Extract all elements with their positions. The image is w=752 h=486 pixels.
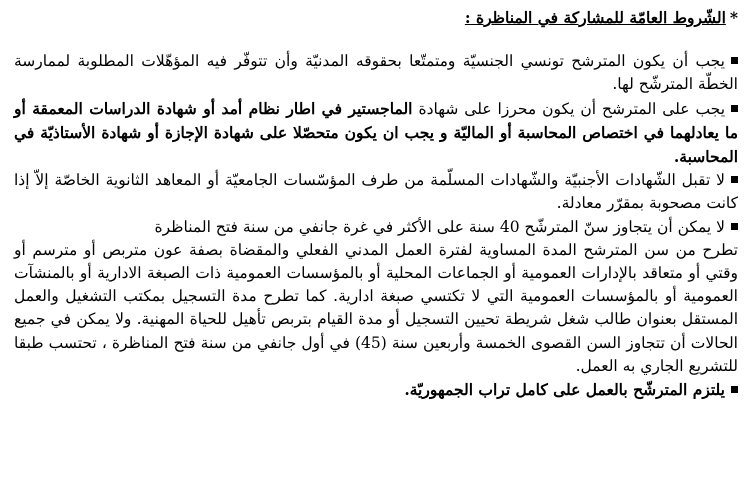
section-title <box>14 6 738 29</box>
condition-item-degree <box>14 97 738 170</box>
bullet-icon <box>731 57 738 64</box>
condition-text: يلتزم المترشّح بالعمل على كامل تراب الجمهوريّة. <box>404 380 725 400</box>
title-asterisk: * <box>729 8 738 27</box>
condition-text: يجب أن يكون المترشح تونسي الجنسيّة ومتمتّعا بحقوقه المدنيّة وأن تتوفّر فيه المؤهّلات المطلوبة لممارسة الخطّة المترشّح لها. <box>14 52 738 94</box>
condition-item-nationality <box>14 50 738 96</box>
bullet-icon <box>731 105 738 112</box>
condition-text-plain: يجب على المترشح أن يكون محرزا على شهادة <box>412 99 726 118</box>
title-text: الشّروط العامّة للمشاركة في المناظرة : <box>464 8 726 27</box>
condition-text: لا تقبل الشّهادات الأجنبيّة والشّهادات المسلّمة من طرف المؤسّسات الجامعيّة أو المعاهد الثانوية الخاصّة إلاّ إذا كانت مصحوبة بمقرّر معادلة. <box>14 171 738 213</box>
condition-item-commitment <box>14 378 738 401</box>
age-deduction-paragraph: تطرح من سن المترشح المدة المساوية لفترة العمل المدني الفعلي والمقضاة بصفة عون متربص أو مترسم أو وقتي أو متعاقد بالإدارات العمومية أو الجماعات المحلية أو بالمؤسسات العمومية ذات الصبغة الادارية أو بالمنشآت العمومية أو بالمؤسسات العمومية التي لا تكتسي صبغة ادارية. كما تطرح مدة التسجيل بمكتب التشغيل والعمل المستقل بعنوان طالب شغل شريطة تحيين التسجيل أو مدة القيام بتربص تأهيل للحياة المهنية. ولا يمكن في جميع الحالات أن تتجاوز السن القصوى الخمسة وأربعين سنة (45) في أول جانفي من سنة فتح المناظرة ، تحتسب طبقا للتشريع الجاري به العمل. <box>14 240 738 375</box>
condition-item-age <box>14 216 738 239</box>
condition-item-foreign-degrees <box>14 169 738 215</box>
condition-text-bold: الماجستير في اطار نظام أمد أو شهادة الدراسات المعمقة أو ما يعادلهما في اختصاص المحاسبة أو الماليّة و يجب ان يكون متحصّلا على شهادة الإجازة أو شهادة الأستاذيّة في المحاسبة. <box>14 98 738 167</box>
condition-text: لا يمكن أن يتجاوز سنّ المترشّح 40 سنة على الأكثر في غرة جانفي من سنة فتح المناظرة <box>154 217 725 236</box>
bullet-icon <box>731 223 738 230</box>
bullet-icon <box>731 386 738 393</box>
bullet-icon <box>731 176 738 183</box>
